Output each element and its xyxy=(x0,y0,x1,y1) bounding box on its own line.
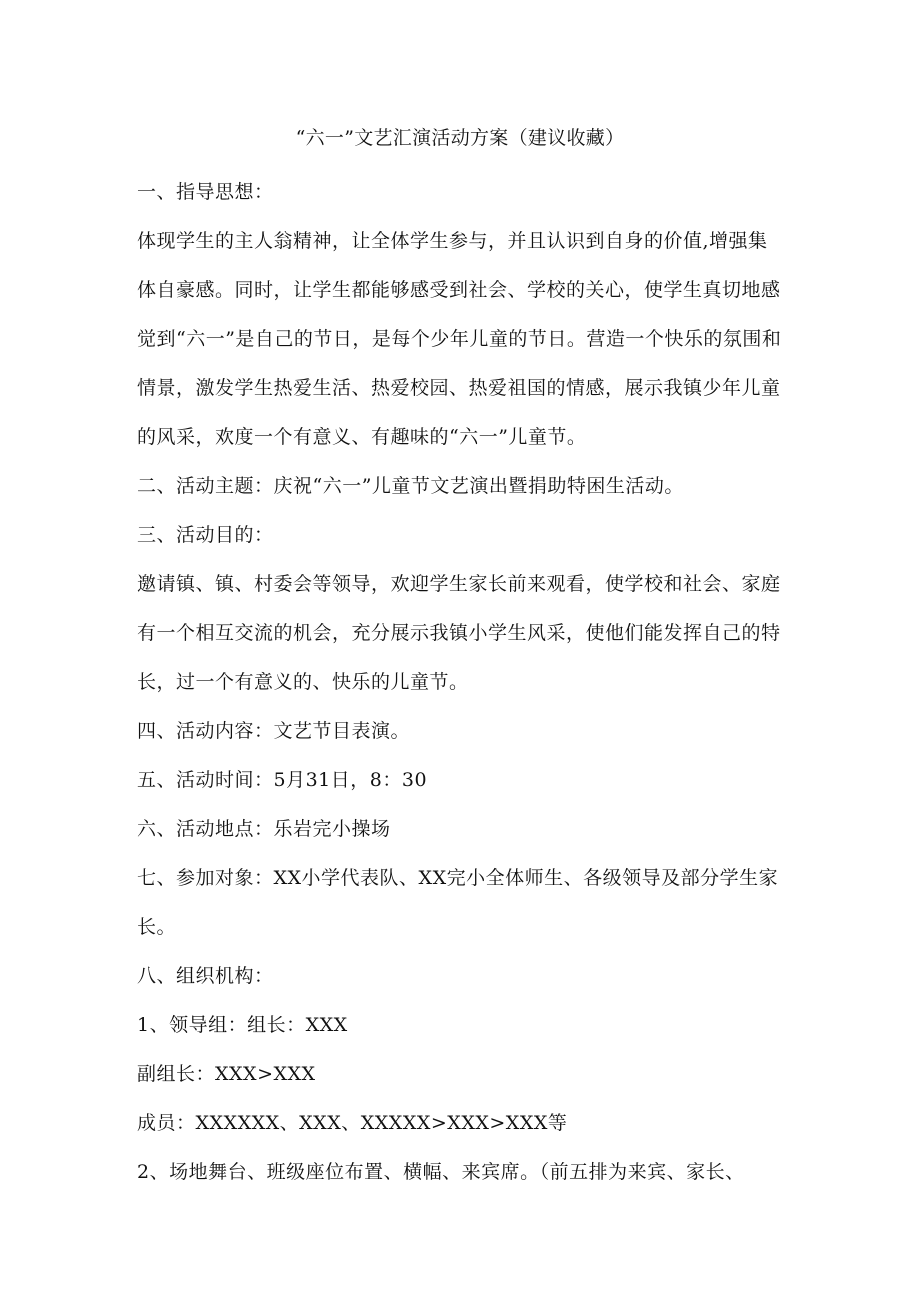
document-body xyxy=(137,168,787,1197)
list-item-venue-setup: 2、场地舞台、班级座位布置、横幅、来宾席。（前五排为来宾、家长、 xyxy=(137,1161,745,1183)
paragraph-guiding-ideology: 体现学生的主人翁精神，让全体学生参与，并且认识到自身的价值,增强集体自豪感。同时，让学生都能够感受到社会、学校的关心，使学生真切地感觉到“六一”是自己的节日，是每个少年儿童的节日。营造一个快乐的氛围和情景，激发学生热爱生活、热爱校园、热爱祖国的情感，展示我镇少年儿童的风采，欢度一个有意义、有趣味的“六一”儿童节。 xyxy=(137,230,782,448)
section-participants: 七、参加对象：XX小学代表队、XX完小全体师生、各级领导及部分学生家长。 xyxy=(137,867,779,938)
section-heading-activity-purpose: 三、活动目的： xyxy=(137,524,274,546)
section-activity-time: 五、活动时间：5月31日，8：30 xyxy=(137,769,428,791)
section-activity-theme: 二、活动主题：庆祝“六一”儿童节文艺演出暨捐助特困生活动。 xyxy=(137,475,684,497)
section-activity-content: 四、活动内容：文艺节目表演。 xyxy=(137,720,411,742)
list-item-members: 成员：XXXXXX、XXX、XXXXX>XXX>XXX等 xyxy=(137,1112,568,1134)
section-heading-organization: 八、组织机构： xyxy=(137,965,274,987)
document-title: “六一”文艺汇演活动方案（建议收藏） xyxy=(295,127,625,149)
section-activity-location: 六、活动地点：乐岩完小操场 xyxy=(137,818,391,840)
list-item-leadership-group: 1、领导组：组长：XXX xyxy=(137,1014,348,1036)
section-heading-guiding-ideology: 一、指导思想： xyxy=(137,181,274,203)
paragraph-activity-purpose: 邀请镇、镇、村委会等领导，欢迎学生家长前来观看，使学校和社会、家庭有一个相互交流的机会，充分展示我镇小学生风采，使他们能发挥自己的特长，过一个有意义的、快乐的儿童节。 xyxy=(137,573,781,693)
list-item-deputy-leader: 副组长：XXX>XXX xyxy=(137,1063,316,1085)
